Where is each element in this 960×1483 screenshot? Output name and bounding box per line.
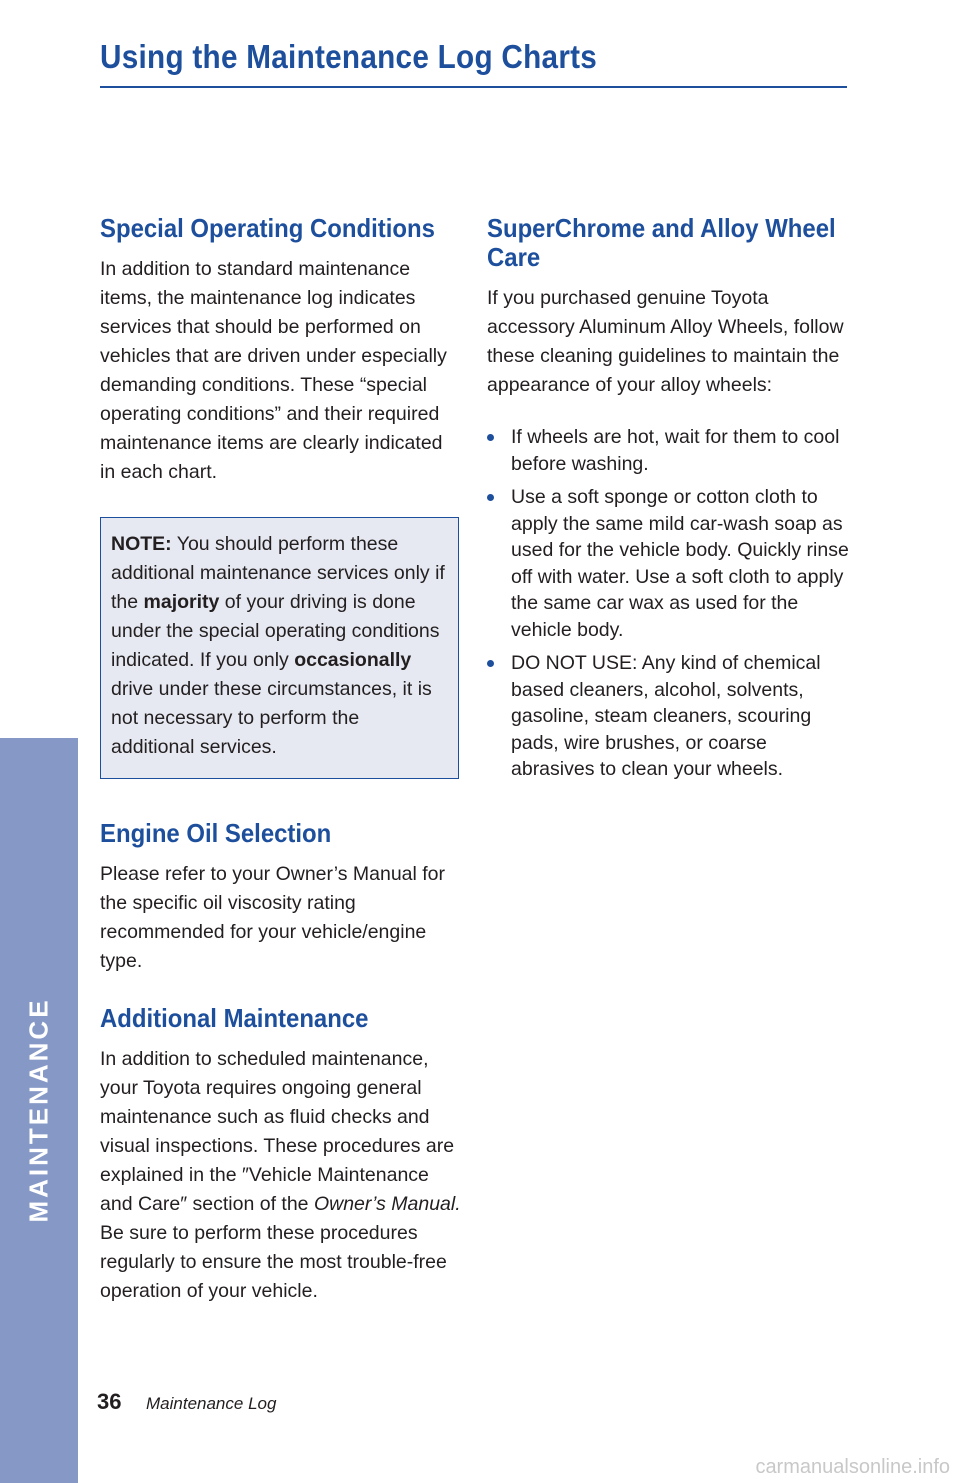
note-box (100, 517, 459, 779)
side-section-tab-label: MAINTENANCE (23, 997, 54, 1223)
bullet-icon (487, 494, 494, 501)
owners-manual-title: Owner’s Manual. (313, 1193, 461, 1215)
watermark: carmanualsonline.info (755, 1456, 950, 1478)
list-item: Use a soft sponge or cotton cloth to apply the same mild car-wash soap as used for the vehicle body. Quickly rinse off with water. Use a soft cloth to apply the same car wax as used for the vehicle body. (487, 484, 849, 643)
bullet-icon (487, 660, 494, 667)
additional-maintenance-text-2: Be sure to perform these procedures regularly to ensure the most trouble-free operation of your vehicle. (100, 1222, 447, 1302)
additional-maintenance-heading: Additional Maintenance (100, 1003, 369, 1033)
page-title: Using the Maintenance Log Charts (100, 38, 598, 75)
note-emphasis-occasionally: occasionally (294, 649, 412, 671)
title-divider (100, 86, 847, 88)
engine-oil-heading: Engine Oil Selection (100, 818, 332, 848)
left-column (100, 214, 462, 1306)
note-text-3: drive under these circumstances, it is not necessary to perform the additional services. (111, 678, 432, 758)
right-column (487, 214, 849, 790)
note-emphasis-majority: majority (143, 591, 220, 613)
additional-maintenance-text-1: In addition to scheduled maintenance, your Toyota requires ongoing general maintenance such as fluid checks and visual inspections. These procedures are explained in the ″Vehicle Maintenance and Care″ section of the (100, 1048, 455, 1215)
special-conditions-body: In addition to standard maintenance items, the maintenance log indicates services that should be performed on vehicles that are driven under especially demanding conditions. These “special operating conditions” and their required maintenance items are clearly indicated in each chart. (100, 258, 447, 483)
page-number: 36 (97, 1389, 122, 1414)
list-item: DO NOT USE: Any kind of chemical based cleaners, alcohol, solvents, gasoline, steam cleaners, scouring pads, wire brushes, or coarse abrasives to clean your wheels. (487, 650, 849, 783)
special-conditions-heading: Special Operating Conditions (100, 213, 435, 243)
engine-oil-body: Please refer to your Owner’s Manual for the specific oil viscosity rating recommended for your vehicle/engine type. (100, 863, 446, 972)
note-text-2: of your driving is done under the special operating conditions indicated. If you only (111, 591, 440, 671)
wheel-care-list (487, 424, 849, 783)
additional-maintenance-body (100, 1045, 462, 1306)
wheel-care-heading: SuperChrome and Alloy Wheel Care (487, 213, 836, 272)
wheel-care-intro: If you purchased genuine Toyota accessory Aluminum Alloy Wheels, follow these cleaning guidelines to maintain the appearance of your alloy wheels: (487, 287, 844, 396)
note-text-1: You should perform these additional maintenance services only if the (111, 533, 445, 613)
list-item: If wheels are hot, wait for them to cool before washing. (487, 424, 849, 477)
note-label: NOTE: (111, 533, 172, 555)
bullet-icon (487, 434, 494, 441)
footer-label: Maintenance Log (146, 1394, 277, 1413)
